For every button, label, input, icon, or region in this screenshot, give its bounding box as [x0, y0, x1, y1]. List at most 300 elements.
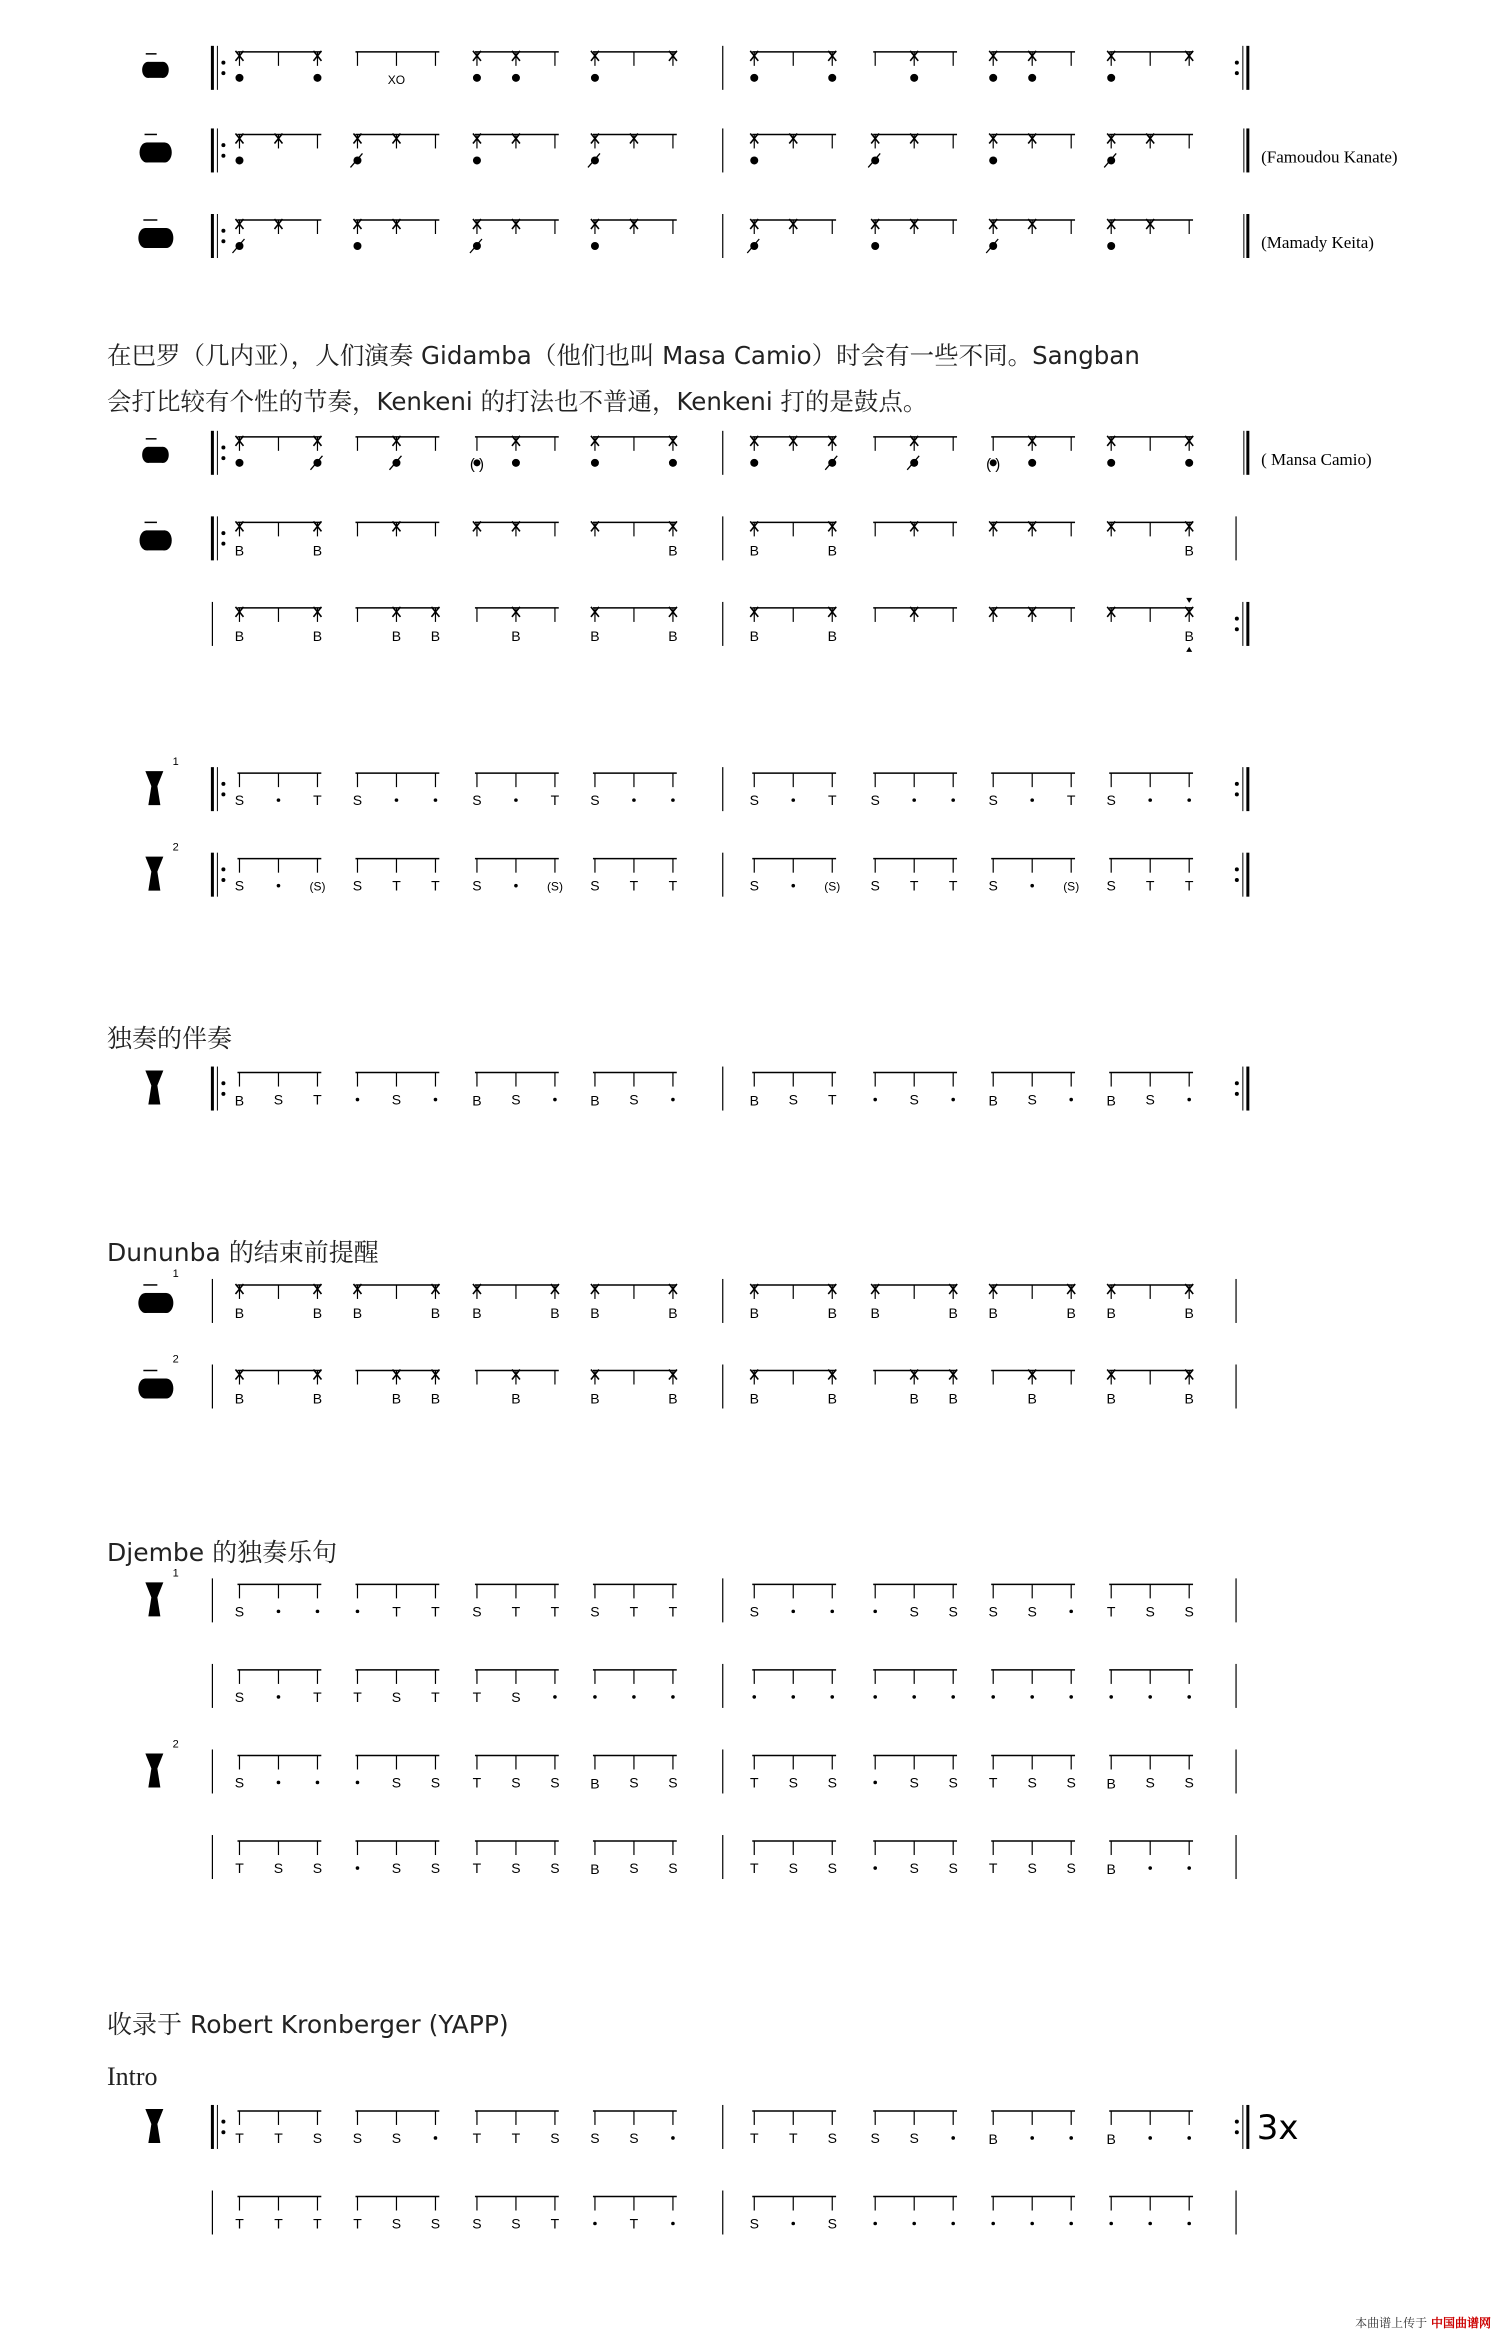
rest-dot	[356, 1098, 360, 1102]
note	[989, 1093, 998, 1109]
stroke-letter: S	[909, 1603, 919, 1620]
stroke-letter: S	[909, 2129, 919, 2146]
djembe-solo-1b	[212, 1664, 1236, 1708]
rest-dot	[791, 1610, 795, 1614]
note	[871, 2130, 880, 2146]
open-note	[591, 74, 599, 82]
note	[434, 798, 438, 802]
open-note	[828, 74, 836, 82]
stroke-letter: T	[472, 1774, 482, 1791]
stroke-letter: T	[313, 1688, 322, 1705]
note	[590, 1093, 599, 1109]
note	[313, 2130, 322, 2146]
note	[824, 880, 840, 894]
rest-dot	[873, 2222, 877, 2226]
bell-letter: B	[749, 542, 759, 559]
open-note	[591, 242, 599, 250]
stroke-letter: S	[1145, 1774, 1155, 1791]
note	[1148, 2222, 1152, 2226]
stroke-letter: S	[590, 877, 600, 894]
note	[353, 878, 362, 894]
drum-head	[158, 62, 169, 78]
bell-letter: B	[668, 542, 678, 559]
open-note	[1107, 74, 1115, 82]
note	[910, 878, 919, 894]
rest-dot	[951, 2222, 955, 2226]
stroke-letter: S	[312, 1860, 323, 1877]
note	[310, 436, 322, 470]
note	[873, 1866, 877, 1870]
stroke-letter: T	[235, 2129, 244, 2146]
note	[274, 1092, 283, 1108]
repeat-dot	[1235, 627, 1239, 631]
note	[1185, 436, 1193, 467]
rest-dot	[791, 1695, 795, 1699]
stroke-letter: S	[511, 1860, 521, 1877]
note	[511, 1370, 520, 1407]
open-note	[313, 74, 321, 82]
rest-dot	[1030, 798, 1034, 802]
note	[830, 1695, 834, 1699]
sangban-row-mansa	[140, 516, 1237, 560]
djembe-body	[145, 771, 163, 805]
note	[353, 2216, 362, 2232]
repeat-dot	[221, 154, 225, 158]
note	[871, 878, 880, 894]
note	[434, 2136, 438, 2140]
note	[828, 2130, 837, 2146]
note	[1185, 598, 1194, 652]
note	[1146, 1603, 1155, 1619]
note	[828, 1284, 837, 1321]
bell-letter: B	[590, 627, 600, 644]
rest-dot	[873, 1610, 877, 1614]
repeat-dot	[221, 1092, 225, 1096]
note	[551, 2216, 560, 2232]
stroke-letter: S	[234, 1603, 245, 1620]
stroke-letter: S	[1027, 1603, 1037, 1620]
note	[986, 219, 998, 253]
row-number: 2	[172, 1738, 179, 1751]
rest-dot	[1187, 1866, 1191, 1870]
note	[750, 51, 758, 82]
note	[912, 2222, 916, 2226]
bell-letter: B	[1184, 627, 1194, 644]
open-note	[989, 156, 997, 164]
note	[591, 436, 599, 467]
rest-dot	[434, 2136, 438, 2140]
note	[392, 1370, 401, 1407]
note	[235, 1860, 244, 1876]
rest-dot	[1148, 798, 1152, 802]
note	[629, 2130, 638, 2146]
kenkeni-drum-icon	[142, 54, 169, 78]
note	[1028, 1092, 1037, 1108]
note	[789, 1092, 798, 1108]
djembe-solo-2b	[212, 1835, 1236, 1879]
open-note	[989, 74, 997, 82]
note	[473, 2130, 482, 2146]
rest-dot	[1187, 1098, 1191, 1102]
note	[389, 436, 401, 470]
rest-dot	[1148, 2136, 1152, 2140]
note	[1187, 1098, 1191, 1102]
rest-dot	[671, 1098, 675, 1102]
bell-letter: B	[909, 1390, 919, 1407]
note	[353, 2130, 362, 2146]
stroke-letter: S	[430, 1860, 441, 1877]
note	[951, 798, 955, 802]
row-number: 1	[172, 756, 179, 769]
bell-letter: B	[590, 1775, 600, 1792]
rest-dot	[951, 2136, 955, 2140]
row-number: 2	[172, 1353, 179, 1366]
note	[671, 2222, 675, 2226]
rest-dot	[1030, 2222, 1034, 2226]
note	[789, 2130, 798, 2146]
bell-letter: B	[511, 1390, 521, 1407]
note	[235, 2216, 244, 2232]
stroke-letter: S	[511, 2215, 521, 2232]
note	[873, 1695, 877, 1699]
dununba-drum-icon	[138, 1371, 173, 1399]
note	[511, 2216, 520, 2232]
heading-dununba-end-call: Dununba 的结束前提醒	[107, 1238, 379, 1267]
note	[431, 1689, 440, 1705]
note	[949, 1774, 958, 1790]
open-note	[473, 156, 481, 164]
bell-letter: B	[988, 2130, 998, 2147]
stroke-letter: S	[550, 1774, 560, 1791]
note	[1067, 1774, 1076, 1790]
note	[828, 1860, 837, 1876]
bell-letter: B	[391, 1390, 402, 1407]
stroke-letter: (S)	[546, 879, 563, 894]
stroke-letter: S	[472, 2215, 482, 2232]
heading-solo-accompaniment: 独奏的伴奏	[107, 1024, 233, 1053]
stroke-letter: S	[312, 2129, 323, 2146]
stroke-letter: T	[353, 2215, 362, 2232]
note	[388, 73, 405, 87]
drummer-attribution: ( Mansa Camio)	[1261, 449, 1372, 469]
note	[392, 2130, 401, 2146]
bell-letter: B	[234, 1304, 245, 1321]
open-note	[1028, 459, 1036, 467]
rest-dot	[1148, 1695, 1152, 1699]
note	[1107, 1093, 1116, 1109]
stroke-letter: T	[668, 877, 678, 894]
note	[1028, 1774, 1037, 1790]
note	[668, 1284, 677, 1321]
bell-letter: B	[1106, 1861, 1116, 1878]
note	[828, 792, 837, 808]
bell-letter: B	[391, 627, 402, 644]
note	[668, 607, 677, 644]
stroke-letter: S	[391, 2129, 402, 2146]
stroke-letter: S	[1184, 1774, 1194, 1791]
bell-letter: B	[827, 1304, 837, 1321]
rest-dot	[830, 1695, 834, 1699]
stroke-letter: S	[749, 1603, 759, 1620]
repeat-dot	[221, 71, 225, 75]
djembe-icon	[145, 1753, 163, 1787]
note	[750, 607, 759, 644]
note	[910, 1603, 919, 1619]
note	[1148, 1866, 1152, 1870]
stroke-letter: S	[1066, 1860, 1076, 1877]
ghost-parens: ( )	[986, 455, 1001, 473]
note	[868, 133, 880, 167]
open-note	[235, 156, 243, 164]
note	[1069, 1610, 1073, 1614]
note	[235, 792, 244, 808]
note	[1030, 2222, 1034, 2226]
stroke-letter: T	[353, 1688, 362, 1705]
rest-dot	[991, 1695, 995, 1699]
note	[1107, 1284, 1116, 1321]
note	[356, 1866, 360, 1870]
note	[989, 878, 998, 894]
note	[949, 1603, 958, 1619]
open-note	[1107, 459, 1115, 467]
note	[395, 798, 399, 802]
bell-letter: B	[312, 1304, 323, 1321]
rest-dot	[1187, 2136, 1191, 2140]
note	[551, 792, 560, 808]
note	[828, 607, 837, 644]
note	[1148, 2136, 1152, 2140]
note	[951, 2222, 955, 2226]
repeat-dot	[1235, 1092, 1239, 1096]
drum-head	[159, 1379, 173, 1399]
note	[590, 1284, 599, 1321]
bell-letter: B	[827, 627, 837, 644]
note	[951, 2136, 955, 2140]
note	[1109, 1695, 1113, 1699]
rest-dot	[1109, 1695, 1113, 1699]
stroke-letter: S	[749, 792, 759, 809]
rest-dot	[316, 1781, 320, 1785]
stroke-letter: S	[1027, 1774, 1037, 1791]
note	[991, 2222, 995, 2226]
note	[235, 878, 244, 894]
note	[949, 878, 958, 894]
stroke-letter: S	[948, 1774, 958, 1791]
rest-dot	[1069, 1695, 1073, 1699]
note	[392, 1774, 401, 1790]
note	[671, 2136, 675, 2140]
stroke-letter: S	[629, 1774, 639, 1791]
note	[392, 1860, 401, 1876]
djembe-row-2	[145, 842, 1248, 897]
note	[750, 1774, 759, 1790]
stroke-letter: T	[1145, 877, 1155, 894]
stroke-letter: T	[948, 877, 958, 894]
note	[353, 792, 362, 808]
kenkeni-row-1	[142, 46, 1248, 90]
stroke-letter: S	[511, 1774, 521, 1791]
open-note	[750, 156, 758, 164]
rest-dot	[873, 1098, 877, 1102]
djembe-icon	[145, 2109, 163, 2143]
stroke-letter: T	[392, 877, 401, 894]
note	[511, 1689, 520, 1705]
note	[951, 1098, 955, 1102]
note	[750, 436, 758, 467]
bell-letter: B	[1184, 1304, 1194, 1321]
note	[590, 1603, 599, 1619]
stroke-letter: S	[391, 1774, 402, 1791]
note	[551, 1603, 560, 1619]
bell-letter: B	[234, 1390, 245, 1407]
repeat-dot	[1235, 2120, 1239, 2124]
stroke-letter: S	[1106, 792, 1116, 809]
note	[986, 456, 1000, 473]
note	[828, 1774, 837, 1790]
bell-letter: B	[352, 1304, 363, 1321]
stroke-letter: S	[1145, 1091, 1155, 1108]
note	[629, 1860, 638, 1876]
stroke-letter: T	[629, 877, 639, 894]
note	[989, 133, 997, 164]
note	[1107, 1603, 1116, 1619]
note	[1146, 878, 1155, 894]
note	[912, 1695, 916, 1699]
stroke-letter: T	[550, 792, 560, 809]
note	[873, 1098, 877, 1102]
bell-letter: B	[550, 1304, 560, 1321]
open-note	[235, 459, 243, 467]
note	[750, 133, 758, 164]
bell-letter: B	[827, 542, 837, 559]
note	[512, 51, 520, 82]
stroke-letter: S	[352, 877, 363, 894]
open-note	[669, 459, 677, 467]
rest-dot	[912, 2222, 916, 2226]
note	[1185, 521, 1194, 558]
bell-letter: B	[511, 627, 521, 644]
note	[1187, 1695, 1191, 1699]
rest-dot	[1069, 1610, 1073, 1614]
repeat-dot	[1235, 782, 1239, 786]
stroke-letter: S	[1106, 877, 1116, 894]
note	[1069, 1098, 1073, 1102]
note	[392, 1603, 401, 1619]
kenkeni-row-mansa	[142, 431, 1371, 475]
note	[629, 1774, 638, 1790]
note	[1187, 2136, 1191, 2140]
note	[313, 51, 321, 82]
repeat-dot	[221, 446, 225, 450]
rest-dot	[277, 798, 281, 802]
stroke-letter: S	[827, 2129, 837, 2146]
note	[750, 521, 759, 558]
stroke-letter: S	[788, 1774, 798, 1791]
stroke-letter: S	[948, 1603, 958, 1620]
note	[750, 878, 759, 894]
note	[593, 2222, 597, 2226]
bell-letter: B	[430, 627, 441, 644]
kenkeni-drum-icon	[142, 439, 169, 463]
note	[392, 1689, 401, 1705]
stroke-letter: S	[234, 792, 245, 809]
note	[991, 1695, 995, 1699]
note	[547, 880, 563, 894]
note	[309, 880, 325, 894]
note	[277, 1695, 281, 1699]
note	[750, 2130, 759, 2146]
note	[1030, 884, 1034, 888]
footer-brand: 中国曲谱网	[1430, 2316, 1491, 2330]
note	[910, 1774, 919, 1790]
djembe-icon	[145, 857, 163, 891]
drum-head	[158, 447, 169, 463]
stroke-letter: T	[988, 1860, 998, 1877]
note	[431, 1774, 440, 1790]
stroke-letter: T	[313, 792, 322, 809]
rest-dot	[1187, 2222, 1191, 2226]
stroke-letter: T	[827, 792, 837, 809]
note	[989, 1284, 998, 1321]
stroke-letter: S	[1066, 1774, 1076, 1791]
rest-dot	[873, 1781, 877, 1785]
note	[630, 1603, 639, 1619]
note	[473, 1689, 482, 1705]
bell-letter: B	[234, 542, 245, 559]
note	[671, 1098, 675, 1102]
bell-letter: B	[1106, 1092, 1116, 1109]
intro-row-2	[212, 2191, 1236, 2235]
rest-dot	[1109, 2222, 1113, 2226]
bell-letter: B	[1106, 1304, 1116, 1321]
note	[1104, 133, 1116, 167]
rest-dot	[395, 798, 399, 802]
rest-dot	[514, 884, 518, 888]
note	[512, 1603, 521, 1619]
note	[989, 1603, 998, 1619]
note	[630, 878, 639, 894]
note	[791, 2222, 795, 2226]
stroke-letter: S	[352, 792, 363, 809]
bell-letter: B	[988, 1092, 998, 1109]
note	[235, 2130, 244, 2146]
repeat-dot	[221, 143, 225, 147]
note	[431, 878, 440, 894]
note	[431, 1603, 440, 1619]
repeat-dot	[221, 1081, 225, 1085]
repeat-dot	[221, 867, 225, 871]
note	[828, 1092, 837, 1108]
note	[313, 1284, 322, 1321]
note	[1107, 1370, 1116, 1407]
note	[1069, 2222, 1073, 2226]
note	[313, 1860, 322, 1876]
note	[1030, 798, 1034, 802]
bell-letter: B	[312, 1390, 323, 1407]
note	[669, 878, 678, 894]
stroke-letter: S	[590, 792, 600, 809]
note	[470, 456, 484, 473]
note	[431, 1860, 440, 1876]
rest-dot	[1069, 2136, 1073, 2140]
repeat-dot	[221, 239, 225, 243]
stroke-letter: T	[472, 2129, 482, 2146]
stroke-letter: S	[430, 1774, 441, 1791]
note	[511, 1860, 520, 1876]
note	[828, 2216, 837, 2232]
note	[1148, 798, 1152, 802]
stroke-letter: T	[431, 1688, 440, 1705]
